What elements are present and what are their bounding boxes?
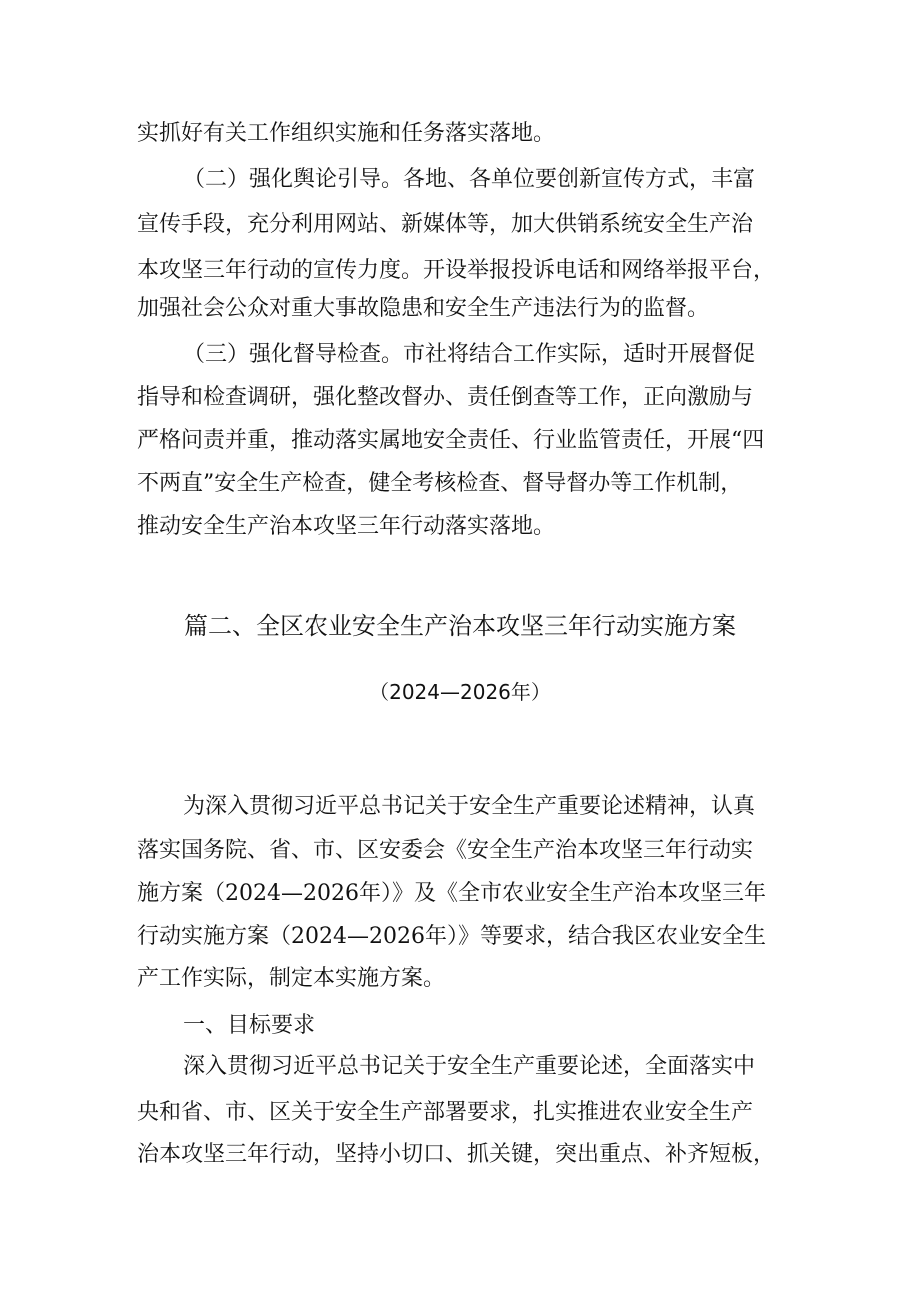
paragraph-line: 产工作实际，制定本实施方案。 — [137, 966, 446, 991]
paragraph-line: 施方案（2024—2026年）》及《全市农业安全生产治本攻坚三年 — [137, 881, 766, 906]
paragraph-line: 实抓好有关工作组织实施和任务落实落地。 — [137, 121, 556, 146]
paragraph-line: 落实国务院、省、市、区安委会《安全生产治本攻坚三年行动实 — [137, 838, 754, 863]
article-title: 篇二、全区农业安全生产治本攻坚三年行动实施方案 — [184, 612, 736, 640]
paragraph-line: 深入贯彻习近平总书记关于安全生产重要论述，全面落实中 — [183, 1054, 756, 1079]
paragraph-line: 不两直”安全生产检查，健全考核检查、督导督办等工作机制， — [137, 471, 743, 496]
paragraph-line: 指导和检查调研，强化整改督办、责任倒查等工作，正向激励与 — [137, 385, 754, 410]
article-subtitle: （2024—2026年） — [369, 680, 551, 704]
paragraph-line: 为深入贯彻习近平总书记关于安全生产重要论述精神，认真 — [183, 794, 756, 819]
paragraph-line: 行动实施方案（2024—2026年）》等要求，结合我区农业安全生 — [137, 924, 766, 949]
paragraph-line: （三）强化督导检查。市社将结合工作实际，适时开展督促 — [183, 342, 756, 367]
section-heading: 一、目标要求 — [183, 1013, 316, 1038]
paragraph-line: 加强社会公众对重大事故隐患和安全生产违法行为的监督。 — [137, 296, 710, 321]
paragraph-line: 央和省、市、区关于安全生产部署要求，扎实推进农业安全生产 — [137, 1100, 754, 1125]
paragraph-line: 严格问责并重，推动落实属地安全责任、行业监管责任，开展“四 — [137, 428, 765, 453]
paragraph-line: （二）强化舆论引导。各地、各单位要创新宣传方式，丰富 — [183, 167, 756, 192]
paragraph-line: 本攻坚三年行动的宣传力度。开设举报投诉电话和网络举报平台， — [137, 258, 776, 283]
paragraph-line: 推动安全生产治本攻坚三年行动落实落地。 — [137, 514, 556, 539]
paragraph-line: 治本攻坚三年行动，坚持小切口、抓关键，突出重点、补齐短板， — [137, 1142, 776, 1167]
paragraph-line: 宣传手段，充分利用网站、新媒体等，加大供销系统安全生产治 — [137, 212, 754, 237]
